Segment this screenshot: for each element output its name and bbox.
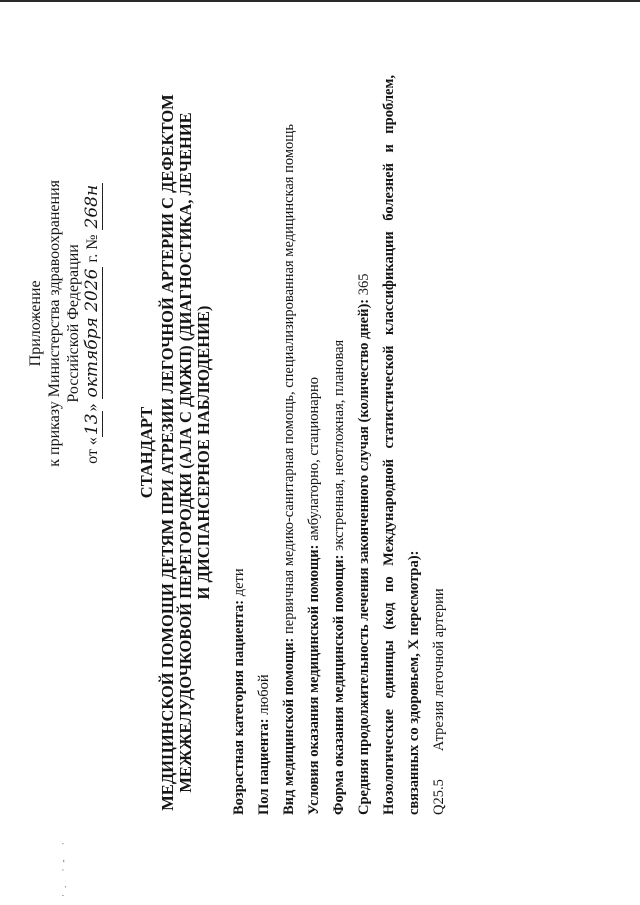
standard-fields	[230, 75, 455, 815]
nosology-word: и	[381, 144, 397, 153]
duration-label: Средняя продолжительность лечения законченного случая (количество дней):	[356, 298, 372, 815]
scan-specks: ·. ·‐ ·	[58, 836, 68, 897]
title-line-2: МЕЖЖЕЛУДОЧКОВОЙ ПЕРЕГОРОДКИ (АЛА С ДМЖП) (ДИАГНОСТИКА, ЛЕЧЕНИЕ	[176, 112, 195, 793]
field-nosology	[380, 75, 405, 815]
date-suffix: г. №	[84, 234, 101, 263]
date-mid: »	[84, 403, 101, 412]
nosology-word: по	[381, 576, 397, 592]
conditions-label: Условия оказания медицинской помощи:	[306, 544, 322, 815]
nosology-word: проблем,	[381, 75, 397, 134]
field-age	[230, 75, 255, 815]
duration-value: 365	[356, 273, 372, 296]
diagnosis-row	[430, 75, 455, 815]
date-day: 13	[82, 413, 102, 436]
field-sex	[255, 75, 280, 815]
nosology-word: Международной	[381, 459, 397, 566]
age-label: Возрастная категория пациента:	[231, 599, 247, 815]
title-line-3: И ДИСПАНСЕРНОЕ НАБЛЮДЕНИЕ)	[194, 305, 213, 600]
sex-value: любой	[256, 674, 272, 715]
document-title	[138, 0, 213, 905]
order-number: 268н	[82, 184, 102, 229]
diagnosis-name: Атрезия легочной артерии	[431, 588, 447, 752]
field-care-type	[280, 75, 305, 815]
form-label: Форма оказания медицинской помощи:	[331, 554, 347, 815]
nosology-word: классификации	[381, 231, 397, 336]
title-line-1: МЕДИЦИНСКОЙ ПОМОЩИ ДЕТЯМ ПРИ АТРЕЗИИ ЛЕГОЧНОЙ АРТЕРИИ С ДЕФЕКТОМ	[158, 94, 177, 811]
appendix-date-line	[83, 180, 102, 467]
diagnosis-code: Q25.5	[431, 779, 447, 815]
date-prefix: от «	[84, 437, 101, 464]
appendix-title: Приложение	[27, 280, 44, 367]
nosology-word: болезней	[381, 163, 397, 221]
appendix-order-ref: к приказу Министерства здравоохранения	[46, 180, 63, 467]
conditions-value: амбулаторно, стационарно	[306, 377, 322, 541]
age-value: дети	[231, 568, 247, 597]
nosology-word: единицы	[381, 640, 397, 699]
care-type-value: первичная медико-санитарная помощь, специализированная медицинская помощь	[281, 123, 297, 634]
nosology-word: (код	[381, 602, 397, 630]
nosology-word: Нозологические	[381, 708, 397, 815]
field-duration	[355, 75, 380, 815]
nosology-word: статистической	[381, 345, 397, 449]
form-value: экстренная, неотложная, плановая	[331, 339, 347, 551]
field-conditions	[305, 75, 330, 815]
field-form	[330, 75, 355, 815]
title-standard: СТАНДАРТ	[137, 406, 156, 499]
appendix-country: Российской Федерации	[65, 244, 82, 403]
field-nosology-cont	[405, 75, 430, 815]
date-month-year: октября 2026	[82, 268, 102, 398]
care-type-label: Вид медицинской помощи:	[281, 637, 297, 815]
appendix-header	[26, 180, 102, 467]
nosology-label-cont: связанных со здоровьем, X пересмотра):	[406, 550, 422, 815]
sex-label: Пол пациента:	[256, 718, 272, 815]
